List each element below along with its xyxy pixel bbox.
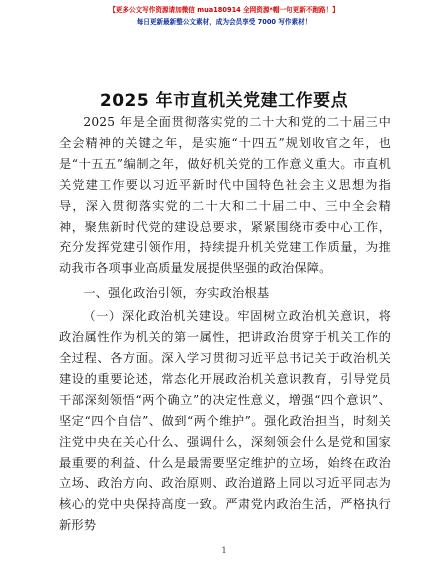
section-heading: 一、强化政治引领，夯实政治根基 (83, 286, 270, 301)
intro-paragraph: 2025 年是全面贯彻落实党的二十大和党的二十届三中全会精神的关键之年，是实施“十四五”规划收官之年，也是“十五五”编制之年，做好机关党的工作意义重大。市直机关党建工作要以习近平新时代中国特色社会主义思想为指导，深入贯彻落实党的二十大和二十届二中、三中全会精神，聚焦新时代党的建设总要求，紧紧围绕市委中心工作，充分发挥党建引领作用，持续提升机关党建工作质量，为推动我市各项事业高质量发展提供坚强的政治保障。 (59, 115, 391, 276)
promo-banner-line-2: 每日更新最新整公文素材，成为会员享受 7000 写作素材！ (136, 18, 312, 26)
document-body (59, 112, 391, 536)
promo-banner-line-1: 【更多公文写作资源请加微信 mua180914 全网资源*帽一句更新不跑路！】 (109, 6, 339, 14)
page-number: 1 (221, 546, 227, 555)
document-title: 2025 年市直机关党建工作要点 (99, 91, 349, 111)
subsection-paragraph: （一）深化政治机关建设。牢固树立政治机关意识，将政治属性作为机关的第一属性，把讲政治贯穿于机关工作的全过程、各方面。深入学习贯彻习近平总书记关于政治机关建设的重要论述，常态化开展政治机关意识教育，引导党员干部深刻领悟“两个确立”的决定性意义，增强“四个意识”、坚定“四个自信”、做到“两个维护”。强化政治担当，时刻关注党中央在关心什么、强调什么，深刻领会什么是党和国家最重要的利益、什么是最需要坚定维护的立场，始终在政治立场、政治方向、政治原则、政治道路上同以习近平同志为核心的党中央保持高度一致。严肃党内政治生活，严格执行新形势 (59, 309, 391, 533)
